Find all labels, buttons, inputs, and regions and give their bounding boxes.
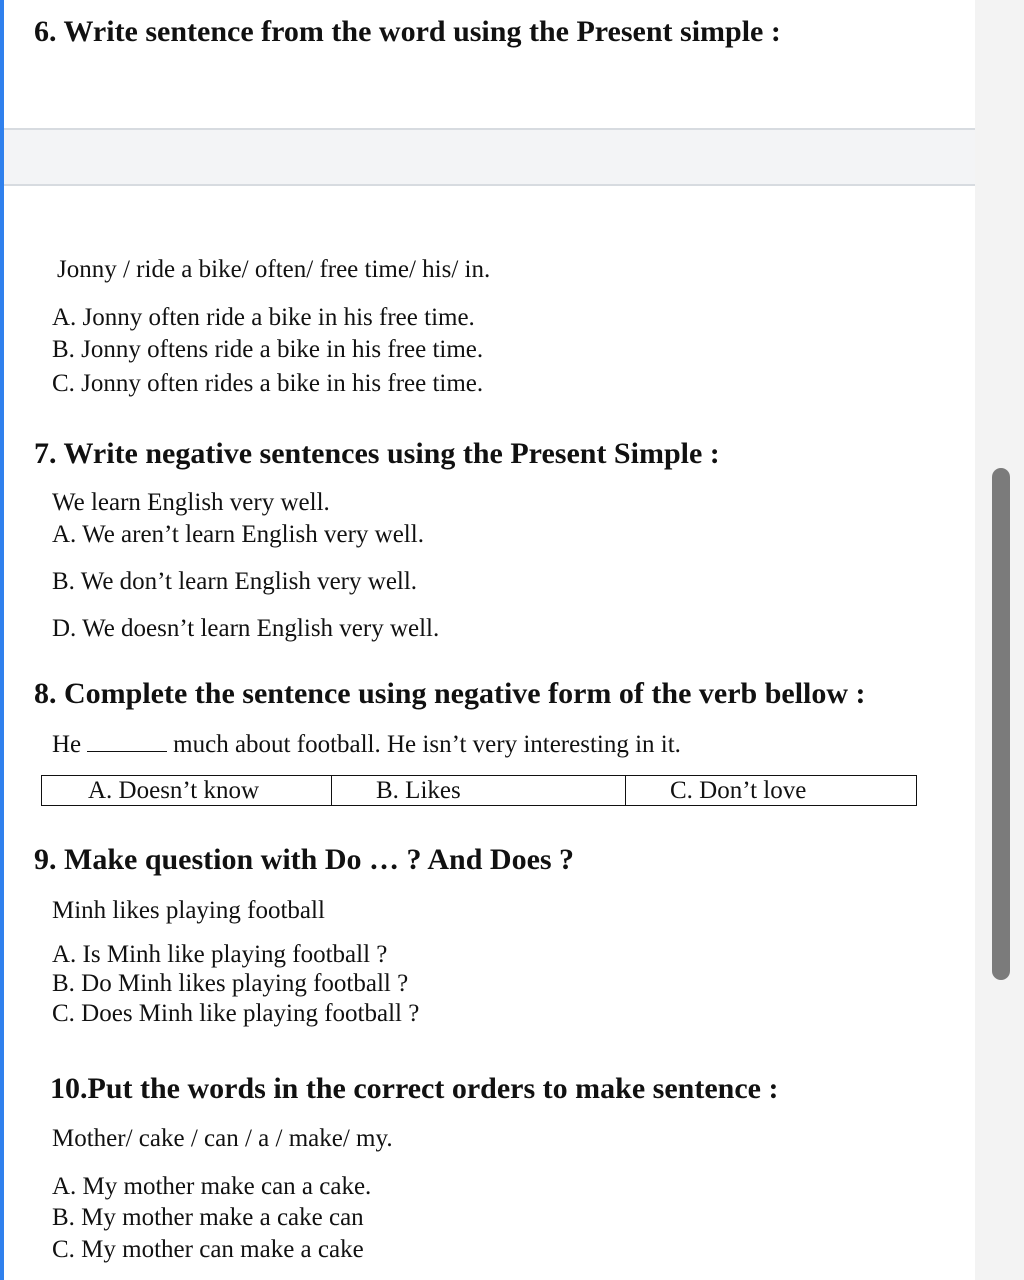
scrollbar-thumb[interactable] xyxy=(992,468,1010,980)
question-9-option-a: A. Is Minh like playing football ? xyxy=(52,941,388,968)
question-6-prompt: Jonny / ride a bike/ often/ free time/ his/ in. xyxy=(57,256,491,283)
question-10-option-c: C. My mother can make a cake xyxy=(52,1236,364,1263)
question-8-heading: 8. Complete the sentence using negative form of the verb bellow : xyxy=(34,677,866,710)
question-8-option-c: C. Don’t love xyxy=(670,776,807,804)
page-break-separator xyxy=(4,128,975,186)
question-9-option-c: C. Does Minh like playing football ? xyxy=(52,1000,420,1027)
question-8-option-b: B. Likes xyxy=(332,776,626,805)
question-6-option-c: C. Jonny often rides a bike in his free time. xyxy=(52,370,484,397)
question-7-heading: 7. Write negative sentences using the Present Simple : xyxy=(34,437,720,470)
question-10-option-a: A. My mother make can a cake. xyxy=(52,1173,372,1200)
question-8-prompt-end: much about football. He isn’t very interesting in it. xyxy=(173,731,681,758)
question-10-heading: 10.Put the words in the correct orders to make sentence : xyxy=(50,1072,779,1105)
question-7-option-a: A. We aren’t learn English very well. xyxy=(52,521,424,548)
question-10-prompt: Mother/ cake / can / a / make/ my. xyxy=(52,1125,393,1152)
question-8-prompt-start: He xyxy=(52,731,82,758)
question-9-prompt: Minh likes playing football xyxy=(52,897,325,924)
question-6-option-a: A. Jonny often ride a bike in his free time. xyxy=(52,304,475,331)
question-7-option-d: D. We doesn’t learn English very well. xyxy=(52,615,440,642)
question-7-option-b: B. We don’t learn English very well. xyxy=(52,568,418,595)
question-8-prompt xyxy=(52,729,681,760)
question-7-prompt: We learn English very well. xyxy=(52,489,330,516)
question-9-heading: 9. Make question with Do … ? And Does ? xyxy=(34,843,575,876)
question-10-option-b: B. My mother make a cake can xyxy=(52,1204,364,1231)
question-6-heading: 6. Write sentence from the word using the Present simple : xyxy=(34,15,781,48)
question-8-options-table xyxy=(41,775,917,806)
question-6-option-b: B. Jonny oftens ride a bike in his free time. xyxy=(52,336,484,363)
question-8-option-a: A. Doesn’t know xyxy=(42,776,332,805)
question-9-option-b: B. Do Minh likes playing football ? xyxy=(52,970,409,997)
answer-blank xyxy=(87,729,167,752)
